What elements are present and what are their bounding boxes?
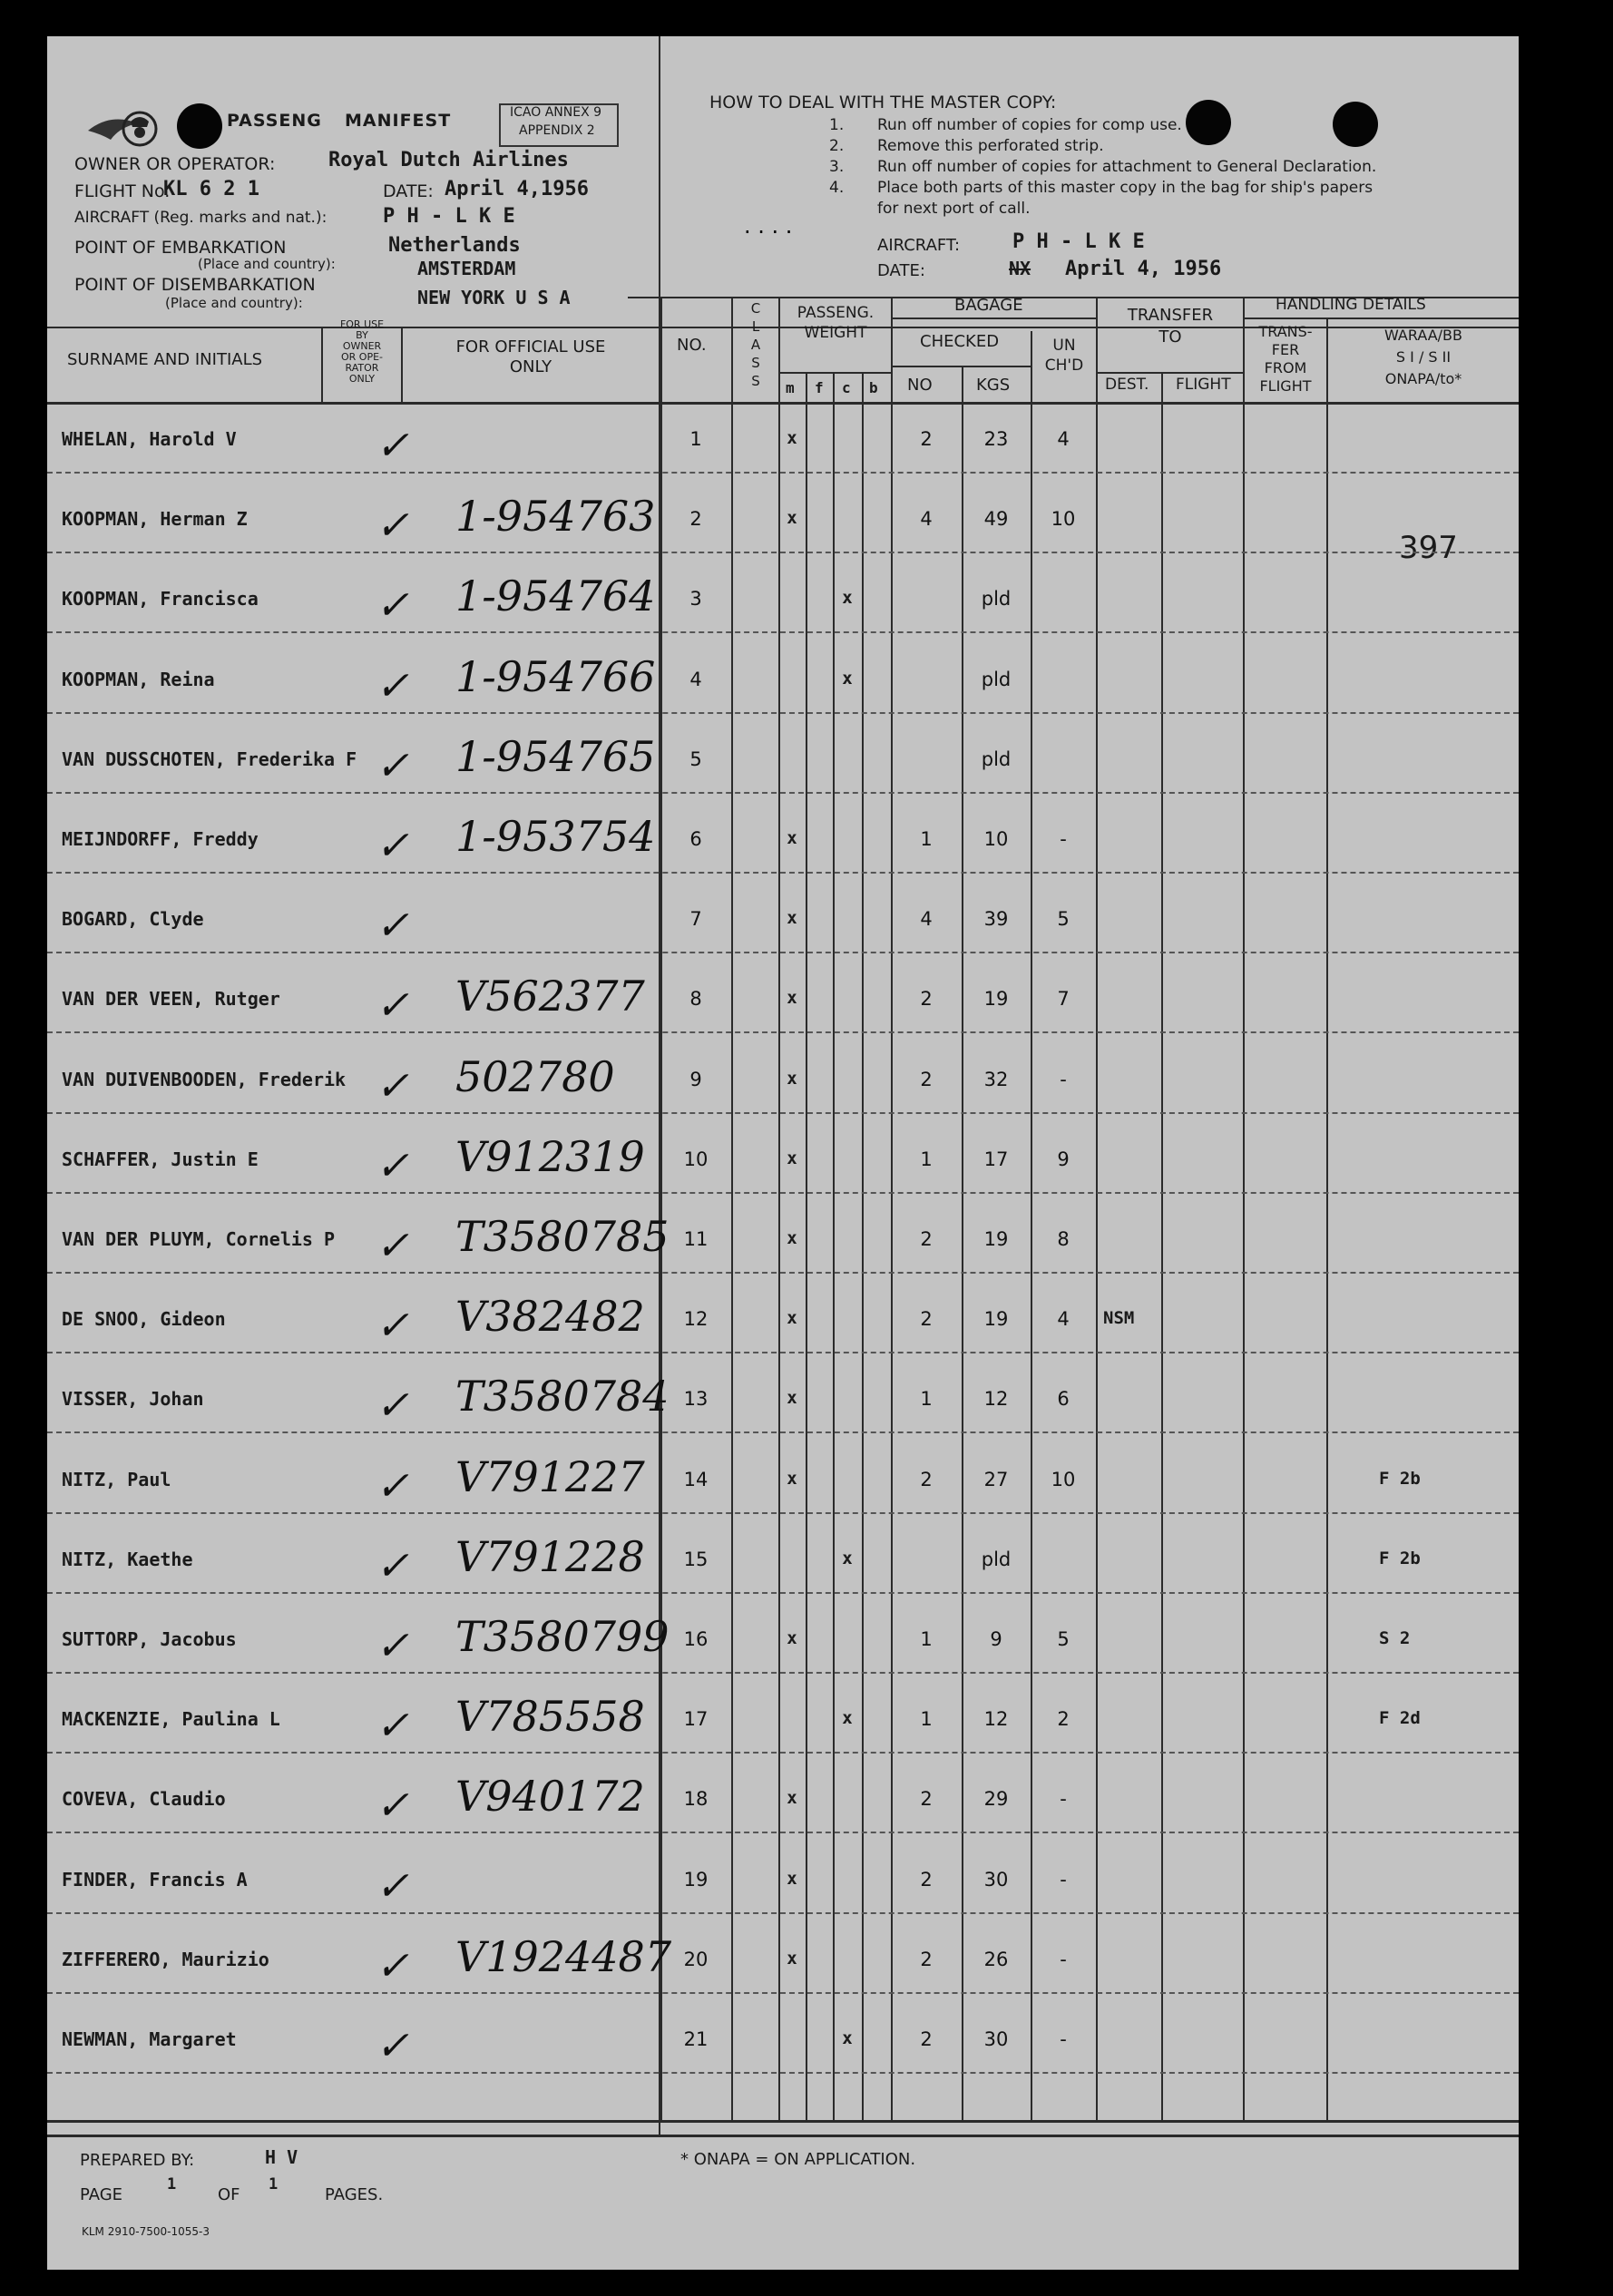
row-divider [47, 1031, 1519, 1033]
passenger-no: 8 [689, 988, 702, 1010]
embark-value: Netherlands [388, 234, 521, 257]
checkmark-icon: ✓ [376, 1623, 409, 1669]
rule [891, 297, 893, 2122]
instruction-text: Remove this perforated strip. [877, 137, 1104, 155]
official-use-number: T3580784 [455, 1372, 670, 1421]
rule [1031, 331, 1032, 2122]
bag-kgs: 9 [990, 1628, 1002, 1650]
official-use-number: T3580785 [455, 1212, 670, 1261]
onapa-note: * ONAPA = ON APPLICATION. [680, 2150, 916, 2169]
embark-value2: AMSTERDAM [417, 258, 516, 279]
row-divider [47, 1592, 1519, 1594]
bag-kgs: 26 [983, 1949, 1009, 1970]
checkmark-icon: ✓ [376, 1863, 409, 1910]
bag-no: 2 [920, 428, 933, 450]
instr-date-value: April 4, 1956 [1065, 258, 1222, 280]
unchecked: 5 [1057, 1628, 1070, 1650]
weight-f: x [842, 1708, 853, 1728]
weight-m: x [787, 1228, 797, 1248]
passenger-name: FINDER, Francis A [62, 1869, 248, 1891]
bag-kgs: 30 [983, 1869, 1009, 1891]
bag-kgs: 19 [983, 1308, 1009, 1330]
rule [1096, 372, 1243, 374]
weight-m: x [787, 1069, 797, 1089]
passenger-no: 2 [689, 508, 702, 530]
passenger-no: 16 [683, 1628, 709, 1650]
rule [47, 402, 1519, 405]
col-unchd-line: UN [1052, 337, 1076, 355]
col-waraa [1328, 325, 1519, 390]
instruction-number: 2. [829, 137, 845, 155]
col-checked: CHECKED [920, 332, 1000, 351]
col-owner-use-line: ONLY [348, 373, 376, 385]
passenger-no: 11 [683, 1228, 709, 1250]
of-value: 1 [269, 2175, 279, 2193]
bag-kgs: pld [981, 748, 1012, 770]
handling-detail: F 2d [1379, 1708, 1421, 1728]
col-class-letter: S [751, 355, 760, 371]
rule [47, 2135, 1519, 2137]
bag-kgs: 19 [983, 1228, 1009, 1250]
checkmark-icon: ✓ [376, 582, 409, 629]
passenger-no: 1 [689, 428, 702, 450]
disembark-value: NEW YORK U S A [417, 287, 571, 308]
weight-m: x [787, 1469, 797, 1489]
unchecked: - [1060, 1788, 1067, 1810]
bag-no: 2 [920, 1949, 933, 1970]
col-checked-no: NO [907, 376, 933, 395]
disembark-label: POINT OF DISEMBARKATION [74, 275, 316, 295]
date-label: DATE: [383, 181, 434, 201]
passenger-name: NITZ, Paul [62, 1469, 171, 1490]
checkmark-icon: ✓ [376, 823, 409, 869]
rule [778, 297, 780, 2122]
owner-value: Royal Dutch Airlines [328, 149, 569, 171]
weight-m: x [787, 908, 797, 928]
passenger-no: 7 [689, 908, 702, 930]
checkmark-icon: ✓ [376, 1463, 409, 1509]
official-use-number: V912319 [455, 1132, 645, 1181]
unchecked: 6 [1057, 1388, 1070, 1410]
checkmark-icon: ✓ [376, 1143, 409, 1189]
weight-m: x [787, 1148, 797, 1168]
rule [731, 297, 733, 2122]
passenger-no: 9 [689, 1069, 702, 1090]
instruction-text: Place both parts of this master copy in the bag for ship's papers [877, 179, 1373, 197]
weight-m: x [787, 1788, 797, 1808]
passenger-name: KOOPMAN, Francisca [62, 588, 259, 610]
row-divider [47, 1672, 1519, 1674]
passenger-name: VAN DUIVENBOODEN, Frederik [62, 1069, 347, 1090]
of-label: OF [218, 2185, 240, 2204]
rule [833, 372, 835, 2122]
page-value: 1 [167, 2175, 177, 2193]
official-use-number: V785558 [455, 1692, 645, 1741]
official-use-number: V562377 [455, 972, 645, 1021]
unchecked: - [1060, 1949, 1067, 1970]
col-owner-use-line: BY [356, 329, 368, 341]
col-owner-use-line: RATOR [345, 362, 379, 374]
passenger-no: 21 [683, 2028, 709, 2050]
col-weight-b: b [869, 379, 878, 396]
col-pass-weight [780, 303, 891, 343]
bag-kgs: 10 [983, 828, 1009, 850]
weight-f: x [842, 2028, 853, 2048]
weight-m: x [787, 428, 797, 448]
instructions-title: HOW TO DEAL WITH THE MASTER COPY: [709, 93, 1057, 112]
unchecked: 10 [1051, 508, 1076, 530]
prepared-label: PREPARED BY: [80, 2151, 195, 2170]
official-use-number: 1-953754 [455, 812, 656, 861]
weight-m: x [787, 1308, 797, 1328]
bag-no: 2 [920, 988, 933, 1010]
unchecked: 2 [1057, 1708, 1070, 1730]
row-divider [47, 472, 1519, 474]
bag-no: 4 [920, 908, 933, 930]
col-weight-f: f [815, 379, 824, 396]
rule [1326, 318, 1328, 2122]
passenger-name: VAN DER VEEN, Rutger [62, 988, 280, 1010]
handling-detail: S 2 [1379, 1628, 1411, 1648]
instruction-number: 3. [829, 158, 845, 176]
official-use-number: 1-954763 [455, 492, 656, 541]
checkmark-icon: ✓ [376, 1783, 409, 1829]
row-divider [47, 1912, 1519, 1914]
weight-f: x [842, 1549, 853, 1568]
passenger-name: KOOPMAN, Reina [62, 669, 215, 690]
manifest-sheet [47, 36, 1519, 2270]
row-divider [47, 792, 1519, 794]
bag-no: 2 [920, 1869, 933, 1891]
passenger-no: 10 [683, 1148, 709, 1170]
bag-no: 1 [920, 1148, 933, 1170]
checkmark-icon: ✓ [376, 1543, 409, 1589]
passenger-no: 13 [683, 1388, 709, 1410]
passenger-name: COVEVA, Claudio [62, 1788, 226, 1810]
unchecked: - [1060, 2028, 1067, 2050]
passenger-name: SCHAFFER, Justin E [62, 1148, 259, 1170]
passenger-no: 3 [689, 588, 702, 610]
passenger-name: MEIJNDORFF, Freddy [62, 828, 259, 850]
passenger-name: NITZ, Kaethe [62, 1549, 193, 1570]
passenger-name: VISSER, Johan [62, 1388, 204, 1410]
col-transfer-from-line: FER [1271, 341, 1300, 358]
weight-m: x [787, 1388, 797, 1408]
passenger-no: 18 [683, 1788, 709, 1810]
passenger-no: 4 [689, 669, 702, 690]
col-waraa-line: S I / S II [1395, 348, 1452, 366]
passenger-name: BOGARD, Clyde [62, 908, 204, 930]
unchecked: - [1060, 1069, 1067, 1090]
rule [660, 297, 662, 2122]
passenger-no: 19 [683, 1869, 709, 1891]
bag-kgs: 12 [983, 1708, 1009, 1730]
official-use-number: T3580799 [455, 1612, 670, 1661]
bag-kgs: 27 [983, 1469, 1009, 1490]
checkmark-icon: ✓ [376, 1063, 409, 1109]
row-divider [47, 1431, 1519, 1433]
rule [862, 372, 864, 2122]
bag-kgs: 30 [983, 2028, 1009, 2050]
unchecked: 5 [1057, 908, 1070, 930]
col-pass-weight-line: WEIGHT [804, 324, 867, 342]
col-weight-m: m [786, 379, 795, 396]
col-class-letter: C [750, 300, 761, 317]
instr-date-strike: NX [1009, 258, 1031, 279]
row-divider [47, 552, 1519, 553]
col-transfer-from-line: FROM [1264, 359, 1307, 376]
passenger-name: WHELAN, Harold V [62, 428, 237, 450]
bag-kgs: 17 [983, 1148, 1009, 1170]
punch-hole [1333, 102, 1378, 147]
col-owner-use-line: OR OPE- [340, 351, 383, 363]
weight-m: x [787, 988, 797, 1008]
bag-kgs: 49 [983, 508, 1009, 530]
page-label: PAGE [80, 2185, 123, 2204]
col-class-letter: S [751, 373, 760, 389]
icao-line2: APPENDIX 2 [519, 123, 595, 138]
embark-sub: (Place and country): [198, 256, 336, 272]
col-waraa-line: WARAA/BB [1383, 327, 1463, 344]
passenger-no: 6 [689, 828, 702, 850]
passenger-no: 14 [683, 1469, 709, 1490]
unchecked: 4 [1057, 428, 1070, 450]
instruction-text: Run off number of copies for attachment to General Declaration. [877, 158, 1377, 176]
row-divider [47, 631, 1519, 633]
official-use-number: V940172 [455, 1772, 645, 1821]
col-class [733, 299, 778, 390]
instruction-text: Run off number of copies for comp use. [877, 116, 1182, 134]
instr-aircraft-value: P H - L K E [1012, 230, 1145, 253]
col-transfer-from-line: FLIGHT [1259, 377, 1312, 395]
row-divider [47, 1512, 1519, 1514]
bag-no: 1 [920, 828, 933, 850]
bag-kgs: pld [981, 669, 1012, 690]
row-divider [47, 1832, 1519, 1833]
col-class-letter: L [751, 318, 760, 335]
row-divider [47, 1112, 1519, 1114]
bag-kgs: pld [981, 1549, 1012, 1570]
owner-label: OWNER OR OPERATOR: [74, 154, 276, 174]
date-value: April 4,1956 [445, 178, 589, 200]
rule [1161, 372, 1163, 2122]
instruction-text: for next port of call. [877, 200, 1031, 218]
rule [778, 372, 891, 374]
disembark-sub: (Place and country): [165, 295, 303, 311]
passenger-name: MACKENZIE, Paulina L [62, 1708, 280, 1730]
passenger-name: NEWMAN, Margaret [62, 2028, 237, 2050]
col-waraa-line: ONAPA/to* [1384, 370, 1462, 387]
unchecked: 4 [1057, 1308, 1070, 1330]
unchecked: 8 [1057, 1228, 1070, 1250]
unchecked: 7 [1057, 988, 1070, 1010]
passenger-name: SUTTORP, Jacobus [62, 1628, 237, 1650]
instr-date-label: DATE: [877, 261, 925, 280]
col-transfer-line: TO [1158, 327, 1182, 347]
official-use-number: 1-954765 [455, 732, 656, 781]
pages-label: PAGES. [325, 2185, 384, 2204]
weight-m: x [787, 508, 797, 528]
weight-m: x [787, 1949, 797, 1969]
form-title-right: MANIFEST [345, 111, 452, 131]
row-divider [47, 1192, 1519, 1194]
row-divider [47, 1992, 1519, 1994]
bag-kgs: 23 [983, 428, 1009, 450]
instruction-number: 1. [829, 116, 845, 134]
checkmark-icon: ✓ [376, 423, 409, 469]
passenger-name: KOOPMAN, Herman Z [62, 508, 248, 530]
weight-m: x [787, 1628, 797, 1648]
aircraft-value: P H - L K E [383, 205, 515, 228]
passenger-no: 15 [683, 1549, 709, 1570]
unchecked: 9 [1057, 1148, 1070, 1170]
bag-no: 2 [920, 2028, 933, 2050]
row-divider [47, 872, 1519, 874]
rule [1243, 297, 1245, 2122]
row-divider [47, 952, 1519, 953]
col-owner-use-line: FOR USE [339, 318, 385, 330]
icao-line1: ICAO ANNEX 9 [510, 105, 602, 120]
transfer-dest: NSM [1103, 1308, 1135, 1328]
col-checked-kgs: KGS [976, 376, 1011, 395]
official-use-number: 1-954766 [455, 652, 656, 701]
bag-kgs: 19 [983, 988, 1009, 1010]
col-class-letter: A [750, 337, 761, 353]
handling-detail: F 2b [1379, 1549, 1421, 1568]
col-flight: FLIGHT [1176, 376, 1231, 394]
handling-detail: F 2b [1379, 1469, 1421, 1489]
bag-no: 2 [920, 1788, 933, 1810]
bag-no: 4 [920, 508, 933, 530]
instruction-number: 4. [829, 179, 845, 197]
official-use-number: V382482 [455, 1292, 645, 1341]
official-use-number: 502780 [455, 1052, 615, 1101]
form-title-left: PASSENG [227, 111, 322, 131]
weight-f: x [842, 669, 853, 689]
col-transfer-from-line: TRANS- [1258, 323, 1313, 340]
rule [1243, 318, 1519, 319]
bag-no: 2 [920, 1228, 933, 1250]
col-bagage: BAGAGE [954, 296, 1023, 315]
col-owner-use-line: OWNER [342, 340, 382, 352]
passenger-name: ZIFFERERO, Maurizio [62, 1949, 269, 1970]
col-transfer-from [1245, 323, 1326, 396]
bag-no: 1 [920, 1708, 933, 1730]
col-official-use-line: ONLY [509, 357, 552, 376]
rule [891, 366, 1031, 367]
checkmark-icon: ✓ [376, 503, 409, 549]
checkmark-icon: ✓ [376, 1382, 409, 1429]
unchecked: - [1060, 828, 1067, 850]
embark-label: POINT OF EMBARKATION [74, 238, 287, 258]
rule [1096, 297, 1098, 2122]
punch-hole [177, 103, 222, 149]
weight-f: x [842, 588, 853, 608]
checkmark-icon: ✓ [376, 1703, 409, 1749]
official-use-number: V791228 [455, 1532, 645, 1581]
prepared-value: H V [265, 2146, 298, 2168]
row-divider [47, 1352, 1519, 1353]
col-transfer [1098, 305, 1243, 348]
col-unchd [1032, 336, 1096, 376]
passenger-name: DE SNOO, Gideon [62, 1308, 226, 1330]
rule [806, 372, 807, 2122]
checkmark-icon: ✓ [376, 1303, 409, 1349]
col-no: NO. [677, 336, 707, 355]
bag-kgs: 12 [983, 1388, 1009, 1410]
punch-hole [1186, 100, 1231, 145]
checkmark-icon: ✓ [376, 1943, 409, 1989]
klm-logo [83, 103, 170, 154]
passenger-no: 12 [683, 1308, 709, 1330]
col-official-use [403, 337, 659, 377]
flight-label: FLIGHT No. [74, 181, 171, 201]
col-dest: DEST. [1105, 376, 1149, 394]
instr-aircraft-label: AIRCRAFT: [877, 236, 961, 255]
official-use-number: V791227 [455, 1452, 645, 1501]
page-number-stamp: 397 [1399, 530, 1458, 566]
checkmark-icon: ✓ [376, 663, 409, 709]
passenger-no: 17 [683, 1708, 709, 1730]
checkmark-icon: ✓ [376, 903, 409, 949]
col-unchd-line: CH'D [1044, 357, 1084, 375]
row-divider [47, 1752, 1519, 1754]
unchecked: 10 [1051, 1469, 1076, 1490]
checkmark-icon: ✓ [376, 2023, 409, 2069]
bag-no: 2 [920, 1469, 933, 1490]
bag-kgs: pld [981, 588, 1012, 610]
official-use-number: V1924487 [455, 1932, 672, 1981]
rule [891, 318, 1096, 319]
official-use-number: 1-954764 [455, 572, 656, 620]
passenger-no: 5 [689, 748, 702, 770]
bag-kgs: 39 [983, 908, 1009, 930]
row-divider [47, 2072, 1519, 2074]
bag-no: 2 [920, 1308, 933, 1330]
row-divider [47, 712, 1519, 714]
col-pass-weight-line: PASSENG. [797, 304, 875, 322]
aircraft-label: AIRCRAFT (Reg. marks and nat.): [74, 209, 327, 227]
checkmark-icon: ✓ [376, 1223, 409, 1269]
passenger-name: VAN DER PLUYM, Cornelis P [62, 1228, 336, 1250]
bag-kgs: 29 [983, 1788, 1009, 1810]
col-weight-c: c [842, 379, 851, 396]
flight-value: KL 6 2 1 [163, 178, 259, 200]
passenger-no: 20 [683, 1949, 709, 1970]
col-handling: HANDLING DETAILS [1276, 296, 1426, 314]
bag-no: 1 [920, 1628, 933, 1650]
passenger-name: VAN DUSSCHOTEN, Frederika F [62, 748, 357, 770]
perforation-dots: . . . . [744, 213, 793, 239]
checkmark-icon: ✓ [376, 982, 409, 1029]
rule [47, 2120, 1519, 2123]
bag-kgs: 32 [983, 1069, 1009, 1090]
bag-no: 1 [920, 1388, 933, 1410]
weight-m: x [787, 828, 797, 848]
col-transfer-line: TRANSFER [1127, 306, 1214, 325]
col-owner-use [323, 319, 401, 385]
col-surname: SURNAME AND INITIALS [67, 350, 263, 369]
bag-no: 2 [920, 1069, 933, 1090]
col-official-use-line: FOR OFFICIAL USE [455, 337, 606, 357]
form-code: KLM 2910-7500-1055-3 [82, 2225, 210, 2238]
unchecked: - [1060, 1869, 1067, 1891]
checkmark-icon: ✓ [376, 743, 409, 789]
weight-m: x [787, 1869, 797, 1889]
row-divider [47, 1272, 1519, 1274]
